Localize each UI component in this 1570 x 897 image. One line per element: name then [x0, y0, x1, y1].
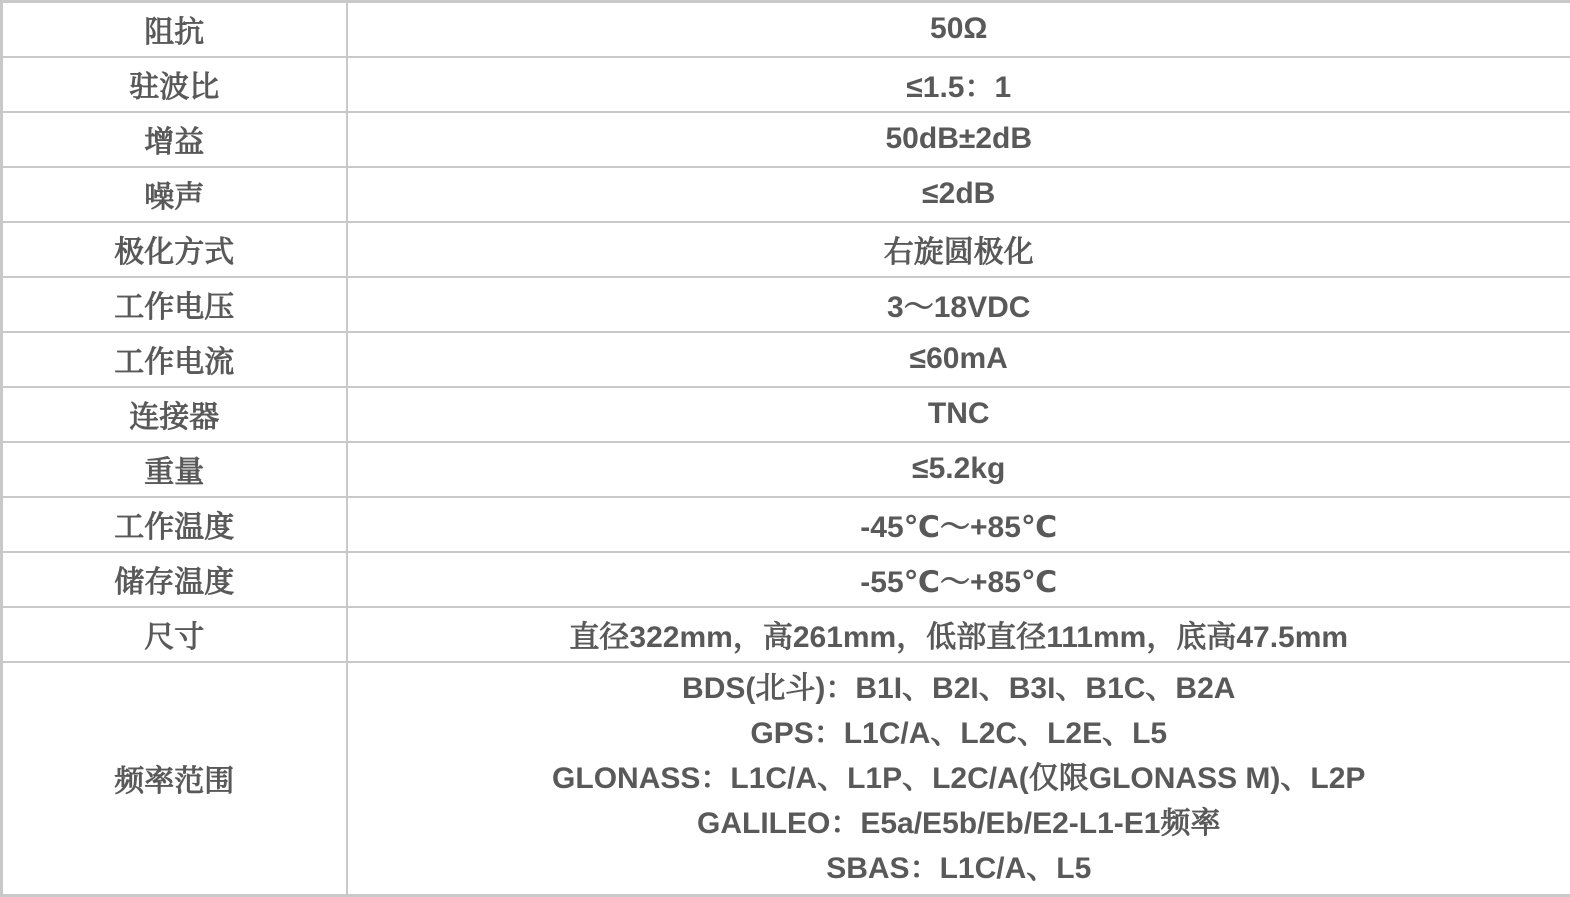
spec-value: ≤1.5：1 [347, 57, 1570, 112]
table-row [2, 607, 1570, 662]
spec-value: 直径322mm，高261mm，低部直径111mm，底高47.5mm [347, 607, 1570, 662]
spec-value: 50dB±2dB [347, 112, 1570, 167]
spec-label: 工作温度 [2, 497, 347, 552]
spec-label: 噪声 [2, 167, 347, 222]
spec-label: 驻波比 [2, 57, 347, 112]
spec-label: 工作电压 [2, 277, 347, 332]
table-row [2, 112, 1570, 167]
spec-label: 尺寸 [2, 607, 347, 662]
spec-value: 3～18VDC [347, 277, 1570, 332]
table-row [2, 2, 1570, 57]
spec-value: ≤5.2kg [347, 442, 1570, 497]
table-row [2, 497, 1570, 552]
frequency-line-bds: BDS(北斗)：B1I、B2I、B3I、B1C、B2A [682, 671, 1236, 705]
frequency-line-sbas: SBAS：L1C/A、L5 [826, 851, 1092, 885]
table-row [2, 167, 1570, 222]
table-row-frequency-range [2, 662, 1570, 896]
spec-value: 右旋圆极化 [347, 222, 1570, 277]
spec-value: 50Ω [347, 2, 1570, 57]
spec-label: 工作电流 [2, 332, 347, 387]
spec-value: TNC [347, 387, 1570, 442]
table-row [2, 552, 1570, 607]
spec-label: 极化方式 [2, 222, 347, 277]
spec-value: -45℃～+85℃ [347, 497, 1570, 552]
spec-value: ≤2dB [347, 167, 1570, 222]
frequency-line-galileo: GALILEO：E5a/E5b/Eb/E2-L1-E1频率 [697, 806, 1221, 840]
frequency-line-glonass: GLONASS：L1C/A、L1P、L2C/A(仅限GLONASS M)、L2P [552, 761, 1366, 795]
spec-label: 储存温度 [2, 552, 347, 607]
spec-value: ≤60mA [347, 332, 1570, 387]
table-row [2, 332, 1570, 387]
table-row [2, 442, 1570, 497]
frequency-line-gps: GPS：L1C/A、L2C、L2E、L5 [750, 716, 1168, 750]
spec-label: 频率范围 [2, 662, 347, 896]
spec-value-frequency-list [347, 662, 1570, 896]
spec-label: 连接器 [2, 387, 347, 442]
spec-value: -55℃～+85℃ [347, 552, 1570, 607]
table-row [2, 57, 1570, 112]
spec-label: 增益 [2, 112, 347, 167]
table-row [2, 222, 1570, 277]
table-row [2, 277, 1570, 332]
table-row [2, 387, 1570, 442]
spec-label: 阻抗 [2, 2, 347, 57]
spec-label: 重量 [2, 442, 347, 497]
